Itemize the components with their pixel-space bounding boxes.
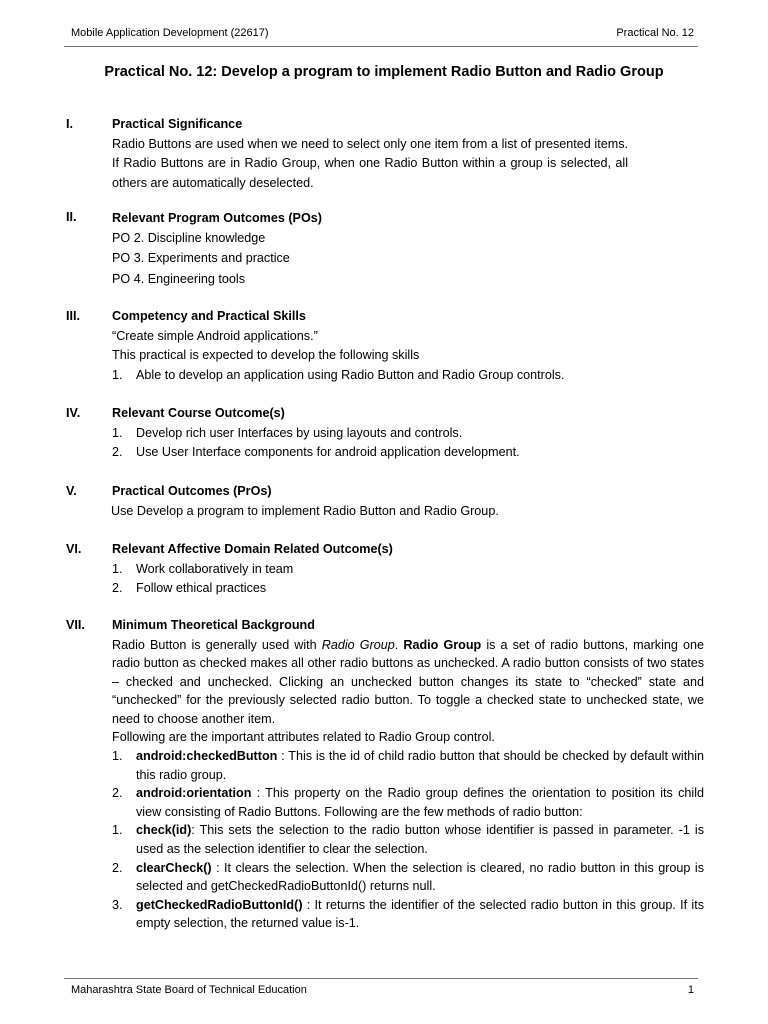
- list-item: PO 2. Discipline knowledge: [112, 231, 266, 246]
- section-number: II.: [66, 210, 77, 224]
- section-number: VII.: [66, 618, 85, 632]
- section-heading: Competency and Practical Skills: [112, 309, 306, 323]
- section-paragraph: Following are the important attributes related to Radio Group control.: [112, 730, 495, 745]
- section-intro: This practical is expected to develop the following skills: [112, 348, 420, 362]
- section-quote: “Create simple Android applications.”: [112, 328, 318, 343]
- section-heading: Practical Outcomes (PrOs): [112, 484, 272, 498]
- list-item: 2. Follow ethical practices: [112, 581, 267, 595]
- section-heading: Relevant Course Outcome(s): [112, 406, 285, 420]
- section-heading: Relevant Affective Domain Related Outcome(s): [112, 542, 393, 556]
- page-header: [64, 24, 698, 47]
- section-heading: Practical Significance: [112, 117, 243, 131]
- list-item: 2. Use User Interface components for android application development.: [112, 445, 520, 459]
- list-item: 3. getCheckedRadioButtonId() : It returns the identifier of the selected radio button in this group. If its empty selection, the returned value is-1.: [112, 897, 704, 931]
- list-item: 1. Work collaboratively in team: [112, 561, 294, 576]
- list-item: PO 3. Experiments and practice: [112, 251, 290, 266]
- list-item: 2. clearCheck() : It clears the selection. When the selection is cleared, no radio button in this group is selected and getCheckedRadioButtonId() returns null.: [112, 860, 704, 894]
- section-heading: Relevant Program Outcomes (POs): [112, 211, 322, 225]
- section-heading: Minimum Theoretical Background: [112, 618, 315, 632]
- page-footer: [64, 978, 698, 996]
- section-text: Use Develop a program to implement Radio Button and Radio Group.: [111, 503, 499, 518]
- list-item: 1. check(id): This sets the selection to the radio button whose identifier is passed in parameter. -1 is used as the selection identifier to clear the selection.: [112, 823, 704, 857]
- footer-board: Maharashtra State Board of Technical Education: [71, 984, 307, 996]
- header-practical: Practical No. 12: [616, 27, 694, 39]
- list-item: 2. android:orientation : This property on the Radio group defines the orientation to position its child view consisting of Radio Buttons. Following are the few methods of radio button:: [112, 786, 704, 819]
- section-number: V.: [66, 484, 77, 498]
- page-number: 1: [687, 984, 694, 996]
- section-number: VI.: [66, 542, 82, 556]
- header-course: Mobile Application Development (22617): [71, 27, 269, 39]
- list-item: 1. Develop rich user Interfaces by using layouts and controls.: [112, 425, 463, 440]
- section-paragraph: Radio Button is generally used with Radio Group. Radio Group is a set of radio buttons, marking one radio button as checked makes all other radio buttons as unchecked. A radio button consists of two states – checked and unchecked. Clicking an unchecked button changes its state to “checked” state and “unchecked” for the previously selected radio button. To toggle a checked state to unchecked state, we need to choose another item.: [112, 637, 704, 726]
- section-number: III.: [66, 309, 80, 323]
- page-title: Practical No. 12: Develop a program to implement Radio Button and Radio Group: [104, 64, 664, 80]
- list-item: 1. android:checkedButton : This is the id of child radio button that should be checked by default within this radio group.: [112, 749, 704, 782]
- section-number: IV.: [66, 406, 81, 420]
- section-number: I.: [66, 117, 73, 131]
- list-item: PO 4. Engineering tools: [112, 271, 246, 286]
- section-text: Radio Buttons are used when we need to select only one item from a list of presented items. If Radio Buttons are in Radio Group, when one Radio Button within a group is selected, all others are automatically deselected.: [112, 136, 628, 190]
- list-item: 1. Able to develop an application using Radio Button and Radio Group controls.: [112, 367, 565, 382]
